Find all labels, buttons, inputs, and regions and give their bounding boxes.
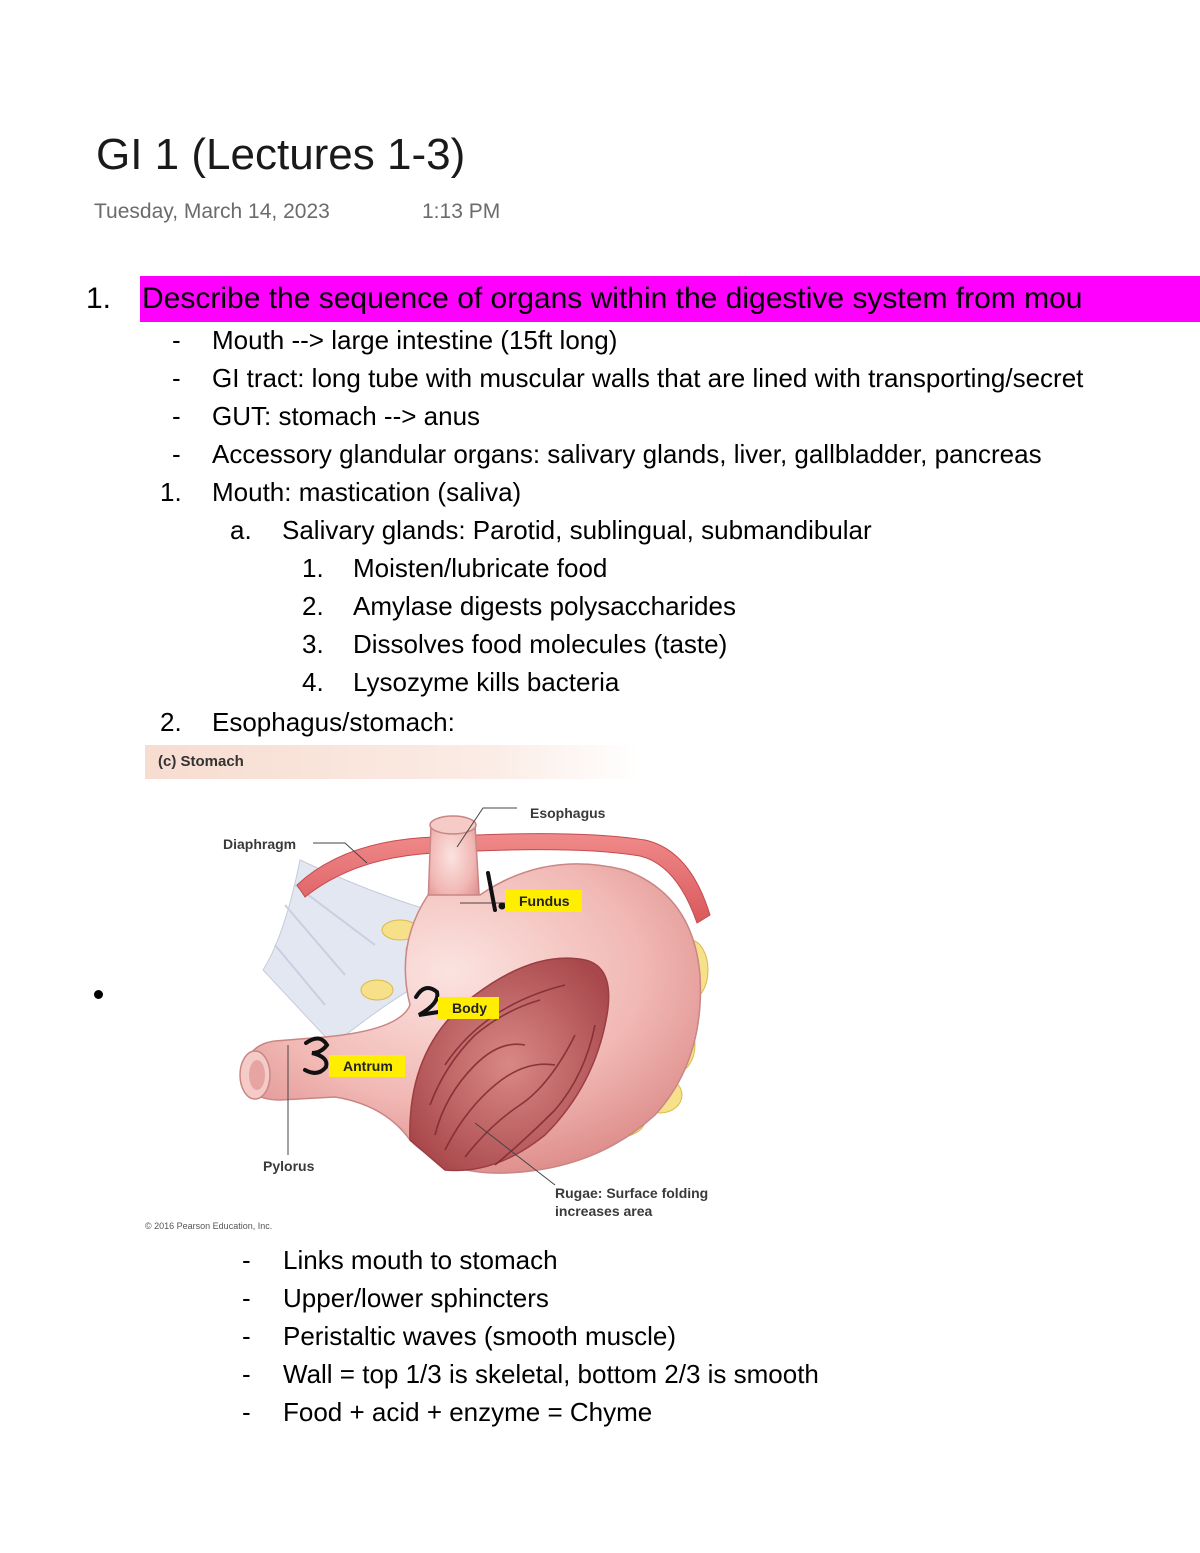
list-item: Food + acid + enzyme = Chyme	[283, 1397, 653, 1427]
list-item: Esophagus/stomach:	[212, 707, 455, 737]
list-marker: 3.	[302, 629, 324, 659]
list-marker: -	[172, 325, 181, 355]
figure-heading: (c) Stomach	[158, 753, 244, 770]
figure-copyright: © 2016 Pearson Education, Inc.	[145, 1221, 273, 1231]
list-marker: -	[242, 1283, 251, 1313]
list-marker: 1.	[302, 553, 324, 583]
list-item: Upper/lower sphincters	[283, 1283, 549, 1313]
list-marker: -	[172, 401, 181, 431]
list-marker: 1.	[160, 477, 182, 507]
list-item: Mouth: mastication (saliva)	[212, 477, 522, 507]
list-marker: -	[242, 1321, 251, 1351]
list-item: Accessory glandular organs: salivary glands, liver, gallbladder, pancreas	[212, 439, 1042, 469]
list-marker: 2.	[160, 707, 182, 737]
list-item: Dissolves food molecules (taste)	[353, 629, 728, 659]
list-marker: -	[172, 439, 181, 469]
list-marker: 4.	[302, 667, 324, 697]
list-item: Lysozyme kills bacteria	[353, 667, 620, 697]
question-number: 1.	[86, 282, 112, 315]
list-item: Mouth --> large intestine (15ft long)	[212, 325, 618, 355]
list-item: GI tract: long tube with muscular walls that are lined with transporting/secret	[212, 363, 1084, 393]
list-marker: -	[242, 1245, 251, 1275]
stomach-figure	[145, 745, 735, 1235]
question-highlight	[140, 276, 1200, 322]
list-marker: -	[172, 363, 181, 393]
list-marker: -	[242, 1359, 251, 1389]
page-time: 1:13 PM	[422, 200, 501, 223]
list-item: Salivary glands: Parotid, sublingual, submandibular	[282, 515, 872, 545]
page-date: Tuesday, March 14, 2023	[94, 200, 330, 223]
label-fundus: Fundus	[505, 890, 582, 912]
list-item: Amylase digests polysaccharides	[353, 591, 736, 621]
list-marker: a.	[230, 515, 252, 545]
stomach-illustration	[145, 745, 735, 1235]
label-diaphragm: Diaphragm	[223, 836, 297, 852]
label-pylorus: Pylorus	[263, 1158, 315, 1174]
label-body: Body	[438, 997, 499, 1019]
list-item: Links mouth to stomach	[283, 1245, 558, 1275]
list-bullet	[94, 990, 103, 999]
list-marker: -	[242, 1397, 251, 1427]
label-esophagus: Esophagus	[530, 805, 606, 821]
page-title: GI 1 (Lectures 1-3)	[96, 130, 466, 179]
label-rugae: Rugae: Surface folding increases area	[555, 1185, 709, 1219]
list-item: Wall = top 1/3 is skeletal, bottom 2/3 is smooth	[283, 1359, 819, 1389]
list-marker: 2.	[302, 591, 324, 621]
list-item: Moisten/lubricate food	[353, 553, 608, 583]
list-item: Peristaltic waves (smooth muscle)	[283, 1321, 676, 1351]
label-antrum: Antrum	[329, 1055, 405, 1077]
question-text: Describe the sequence of organs within the digestive system from mou	[142, 282, 1083, 315]
list-item: GUT: stomach --> anus	[212, 401, 481, 431]
